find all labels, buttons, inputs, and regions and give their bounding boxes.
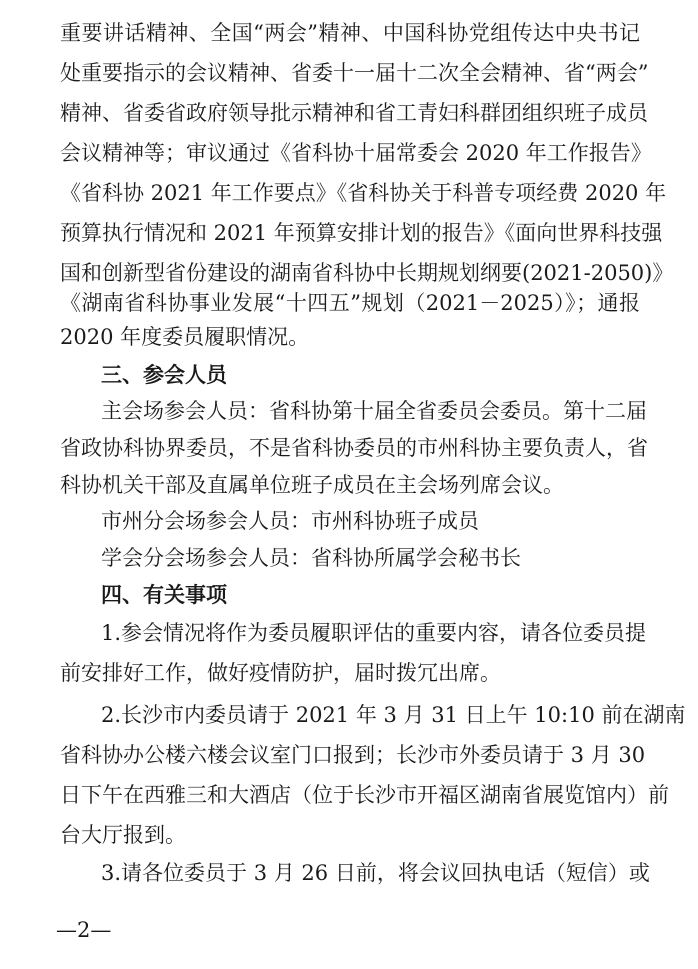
paragraph-line: 学会分会场参会人员：省科协所属学会秘书长 [101, 546, 521, 570]
paragraph-line: 主会场参会人员：省科协第十届全省委员会委员。第十二届 [101, 399, 647, 423]
paragraph-line: 市州分会场参会人员：市州科协班子成员 [101, 509, 479, 533]
section-heading-matters: 四、有关事项 [101, 583, 227, 607]
paragraph-line: 会议精神等；审议通过《省科协十届常委会 2020 年工作报告》 [60, 141, 652, 165]
paragraph-line: 科协机关干部及直属单位班子成员在主会场列席会议。 [60, 473, 564, 497]
list-item-line: 台大厅报到。 [60, 823, 186, 847]
paragraph-line: 国和创新型省份建设的湖南省科协中长期规划纲要(2021-2050)》 [60, 261, 674, 285]
list-item-line: 日下午在西雅三和大酒店（位于长沙市开福区湖南省展览馆内）前 [60, 783, 669, 807]
paragraph-line: 2020 年度委员履职情况。 [60, 325, 310, 349]
paragraph-line: 重要讲话精神、全国“两会”精神、中国科协党组传达中央书记 [60, 21, 640, 45]
paragraph-line: 《省科协 2021 年工作要点》《省科协关于科普专项经费 2020 年 [60, 181, 667, 205]
list-item-line: 2.长沙市内委员请于 2021 年 3 月 31 日上午 10:10 前在湖南 [101, 703, 686, 727]
paragraph-line: 《湖南省科协事业发展“十四五”规划（2021－2025）》；通报 [60, 291, 640, 315]
list-item-line: 省科协办公楼六楼会议室门口报到；长沙市外委员请于 3 月 30 [60, 743, 646, 767]
page-number: —2— [56, 918, 112, 942]
paragraph-line: 预算执行情况和 2021 年预算安排计划的报告》《面向世界科技强 [60, 221, 663, 245]
paragraph-line: 处重要指示的会议精神、省委十一届十二次全会精神、省“两会” [60, 61, 649, 85]
paragraph-line: 精神、省委省政府领导批示精神和省工青妇科群团组织班子成员 [60, 101, 648, 125]
paragraph-line: 省政协科协界委员，不是省科协委员的市州科协主要负责人，省 [60, 436, 648, 460]
list-item-line: 1.参会情况将作为委员履职评估的重要内容，请各位委员提 [101, 621, 647, 645]
list-item-line: 3.请各位委员于 3 月 26 日前，将会议回执电话（短信）或 [101, 861, 650, 885]
list-item-line: 前安排好工作，做好疫情防护，届时拨冗出席。 [60, 661, 501, 685]
section-heading-attendees: 三、参会人员 [101, 363, 227, 387]
